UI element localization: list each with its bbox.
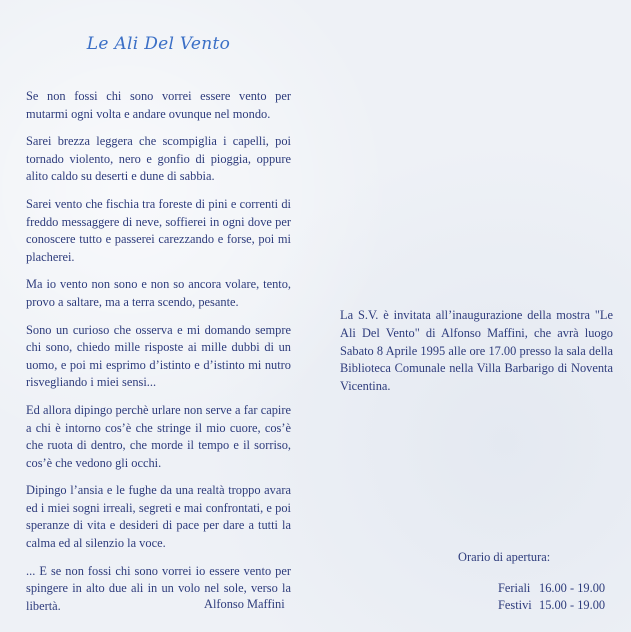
invitation-text: La S.V. è invitata all’inaugurazione della mostra "Le Ali Del Vento" di Alfonso Maffini, che avrà luogo Sabato 8 Aprile 1995 alle ore 17.00 presso la sala della Biblioteca Comunale nella Villa Barbarigo di Noventa Vicentina. xyxy=(340,308,613,394)
hours-time: 15.00 - 19.00 xyxy=(539,598,606,612)
poem-stanza: Sarei vento che fischia tra foreste di pini e correnti di freddo messaggere di neve, soffierei in ogni dove per conoscere tutto e passerei carezzando e forse, poi mi placherei. xyxy=(26,196,291,264)
hours-label: Feriali xyxy=(498,581,531,595)
hours-label: Festivi xyxy=(498,598,532,612)
poem-title: Le Ali Del Vento xyxy=(86,34,231,54)
poem-stanza: Ma io vento non sono e non so ancora volare, tento, provo a saltare, ma a terra scendo, pesante. xyxy=(26,277,291,309)
poem-stanza: ... E se non fossi chi sono vorrei io essere vento per spingere in alto due ali in un volo nel sole, verso la libertà. xyxy=(26,563,291,613)
author-signature: Alfonso Maffini xyxy=(204,597,285,611)
poem-stanza: Dipingo l’ansia e le fughe da una realtà troppo avara ed i miei sogni irreali, segreti e mai confrontati, e poi speranze di vita e desideri di pace per dare a tutti la calma ed al silenzio la voce. xyxy=(26,483,291,551)
poem-stanza: Sarei brezza leggera che scompiglia i capelli, poi tornado violento, nero e gonfio di pioggia, oppure alito caldo su deserti e dune di sabbia. xyxy=(26,134,291,184)
hours-time: 16.00 - 19.00 xyxy=(539,581,606,595)
opening-hours-table xyxy=(498,580,605,614)
poem-stanza: Se non fossi chi sono vorrei essere vento per mutarmi ogni volta e andare ovunque nel mondo. xyxy=(26,89,291,121)
poem-stanza: Ed allora dipingo perchè urlare non serve a far capire a chi è intorno cos’è che stringe il mio cuore, cos’è che ruota di dentro, che morde il tempo e il sorriso, cos’è che vedono gli occhi. xyxy=(26,402,291,470)
opening-hours-title: Orario di apertura: xyxy=(458,550,551,564)
poem-body xyxy=(26,88,291,615)
hours-row xyxy=(498,580,605,597)
hours-row xyxy=(498,597,605,614)
poem-column xyxy=(26,34,291,625)
poem-stanza: Sono un curioso che osserva e mi domando sempre chi sono, chiedo mille risposte ai mille dubbi di un uomo, e poi mi esprimo d’istinto e d’istinto mi nutro risvegliando i miei sensi... xyxy=(26,322,291,390)
